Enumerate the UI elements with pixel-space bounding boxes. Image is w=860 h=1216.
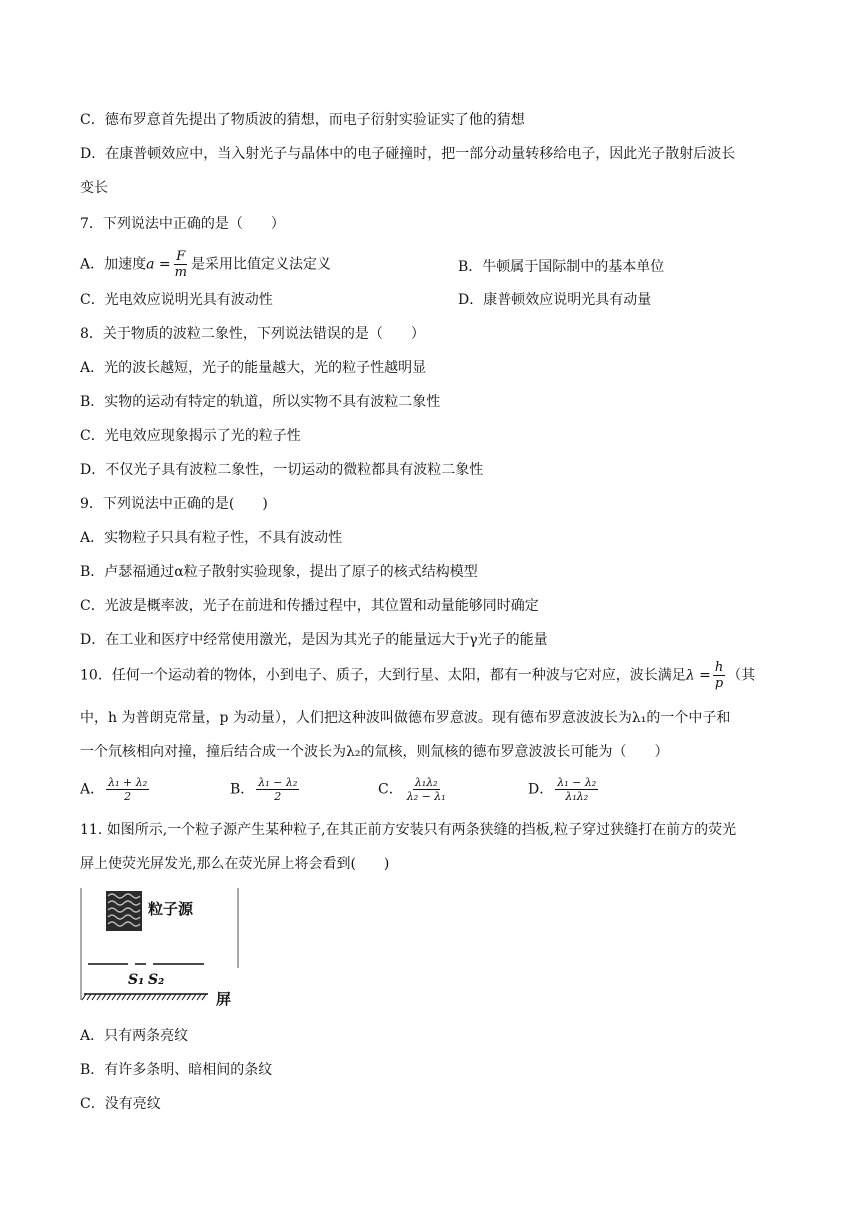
q7-option-a-equation: a =: [146, 256, 171, 273]
q7-option-a-prefix: A．加速度: [80, 256, 147, 273]
option-fraction: [106, 776, 149, 803]
fraction-denominator: 2: [274, 790, 282, 803]
q7-option-a-fraction: [173, 249, 189, 280]
q9-option-c: C．光波是概率波，光子在前进和传播过程中，其位置和动量能够同时确定: [80, 598, 539, 614]
option-label: B．: [230, 781, 255, 798]
source-label: 粒子源: [148, 900, 194, 918]
q10-options-row: [80, 776, 786, 810]
particle-source-icon: [106, 891, 142, 931]
q10-option-a: [80, 776, 151, 803]
q8-stem: 8．关于物质的波粒二象性，下列说法错误的是（ ）: [80, 326, 425, 342]
q7-option-b: B．牛顿属于国际制中的基本单位: [458, 259, 665, 275]
fraction-denominator: λ₁λ₂: [565, 790, 589, 803]
fraction-denominator: m: [174, 265, 187, 280]
screen-label: 屏: [216, 990, 232, 1008]
option-label: A．: [80, 781, 105, 798]
q11-option-c: C．没有亮纹: [80, 1096, 161, 1112]
q11-option-b: B．有许多条明、暗相间的条纹: [80, 1062, 273, 1078]
q10-option-d: [528, 776, 600, 803]
q11-option-a: A．只有两条亮纹: [80, 1028, 189, 1044]
fraction-denominator: p: [714, 676, 724, 691]
fraction-numerator: λ₁ − λ₂: [258, 776, 298, 789]
fraction-denominator: λ₂ − λ₁: [406, 790, 446, 803]
fraction-numerator: h: [714, 660, 724, 675]
q7-row2: [80, 290, 786, 310]
q8-option-b: B．实物的运动有特定的轨道，所以实物不具有波粒二象性: [80, 394, 441, 410]
option-label: C．: [378, 781, 403, 798]
q10-stem-line1: [80, 660, 786, 691]
slit2-label: S₂: [148, 972, 165, 988]
q6-option-d-line1: D．在康普顿效应中，当入射光子与晶体中的电子碰撞时，把一部分动量转移给电子，因此光子散射后波长: [80, 146, 736, 162]
q7-option-a-suffix: 是采用比值定义法定义: [190, 256, 331, 273]
q10-fraction: [713, 660, 725, 691]
q9-option-b: B．卢瑟福通过α粒子散射实验现象，提出了原子的核式结构模型: [80, 564, 478, 580]
q7-stem: 7．下列说法中正确的是（ ）: [80, 216, 285, 232]
double-slit-figure: [80, 888, 240, 1008]
q11-stem-line1: 11. 如图所示,一个粒子源产生某种粒子,在其正前方安装只有两条狭缝的挡板,粒子穿过狭缝打在前方的荧光: [80, 822, 737, 838]
q11-stem-line2: 屏上使荧光屏发光,那么在荧光屏上将会看到( ): [80, 856, 390, 872]
double-slit-diagram: [80, 888, 240, 1008]
q10-stem-suffix: （其: [727, 667, 756, 684]
q10-stem-line3: 一个氘核相向对撞，撞后结合成一个波长为λ₂的氚核，则氚核的德布罗意波波长可能为（ ）: [80, 744, 669, 760]
q6-option-d-line2: 变长: [80, 180, 108, 196]
option-label: D．: [528, 781, 554, 798]
q10-option-c: [378, 776, 450, 803]
q10-stem-prefix: 10．任何一个运动着的物体，小到电子、质子，大到行星、太阳，都有一种波与它对应，波长满足: [80, 667, 686, 684]
q9-option-d: D．在工业和医疗中经常使用激光，是因为其光子的能量远大于γ光子的能量: [80, 632, 548, 648]
q9-option-a: A．实物粒子只具有粒子性，不具有波动性: [80, 530, 343, 546]
slit1-label: S₁: [128, 972, 145, 988]
q10-stem-line2: 中，h 为普朗克常量，p 为动量），人们把这种波叫做德布罗意波。现有德布罗意波波长为λ₁的一个中子和: [80, 710, 731, 726]
q8-option-a: A．光的波长越短，光子的能量越大，光的粒子性越明显: [80, 360, 427, 376]
q9-stem: 9．下列说法中正确的是( ): [80, 496, 268, 512]
fraction-numerator: λ₁ − λ₂: [557, 776, 597, 789]
option-fraction: [256, 776, 299, 803]
q10-option-b: [230, 776, 301, 803]
fraction-denominator: 2: [124, 790, 132, 803]
q6-option-c: C．德布罗意首先提出了物质波的猜想，而电子衍射实验证实了他的猜想: [80, 112, 525, 128]
q8-option-c: C．光电效应现象揭示了光的粒子性: [80, 428, 301, 444]
fraction-numerator: F: [176, 249, 186, 264]
fraction-numerator: λ₁λ₂: [414, 776, 438, 789]
option-fraction: [405, 776, 448, 803]
fraction-numerator: λ₁ + λ₂: [108, 776, 148, 789]
q7-row1: [80, 249, 786, 280]
q8-option-d: D．不仅光子具有波粒二象性，一切运动的微粒都具有波粒二象性: [80, 462, 484, 478]
q7-option-d: D．康普顿效应说明光具有动量: [458, 292, 652, 308]
option-fraction: [555, 776, 598, 803]
q7-option-c: C．光电效应说明光具有波动性: [80, 292, 273, 308]
q10-equation: λ =: [685, 667, 711, 684]
